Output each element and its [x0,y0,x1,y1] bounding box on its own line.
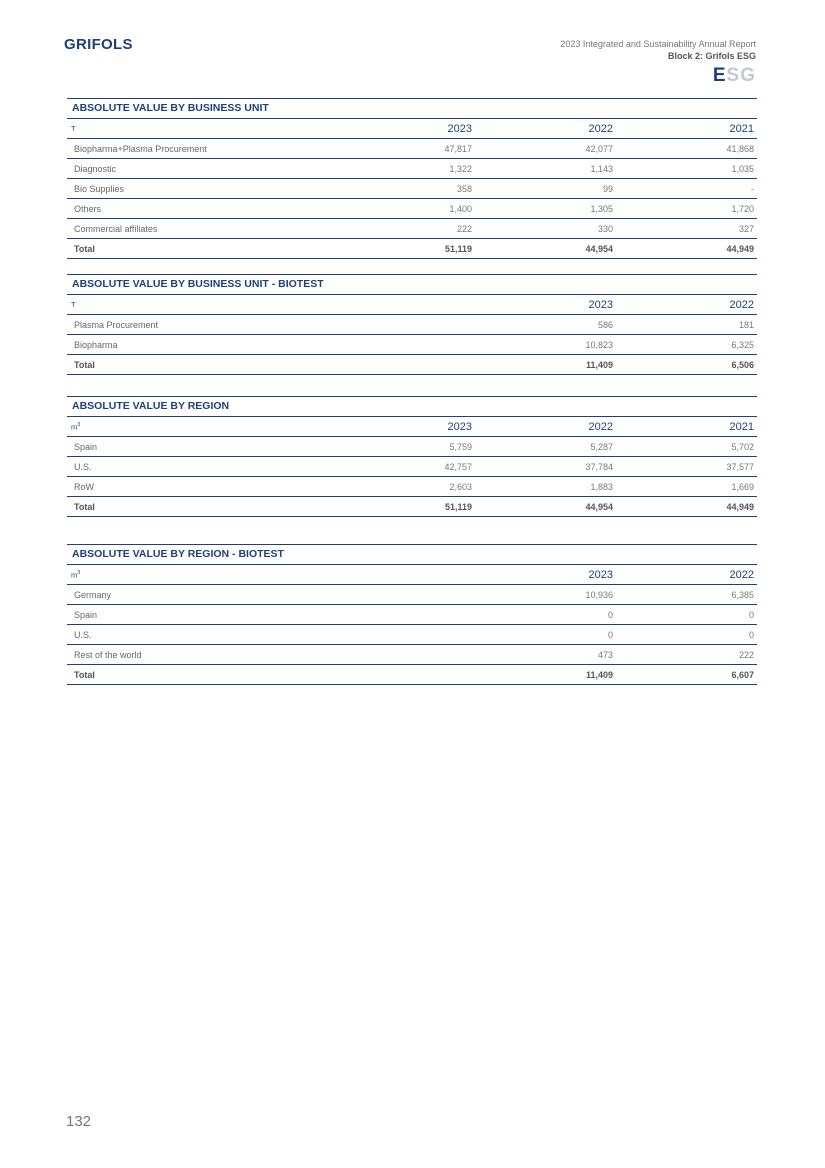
year-header: 2023 [588,568,613,581]
esg-sg: SG [726,65,756,86]
cell-value: 51,119 [444,501,472,512]
cell-value: 51,119 [444,243,472,254]
row-label: RoW [74,481,94,492]
row-label: Total [74,501,95,512]
table-row [67,335,757,355]
year-header: 2021 [729,420,754,433]
table-row [67,199,757,219]
table-title: ABSOLUTE VALUE BY REGION [67,397,757,417]
table-region-biotest [67,544,757,685]
table-row [67,477,757,497]
table-row [67,315,757,335]
cell-value: 1,883 [590,481,613,492]
year-header: 2021 [729,122,754,135]
cell-value: 358 [456,183,472,194]
row-label: U.S. [74,461,92,472]
row-label: Spain [74,609,98,620]
cell-value: 2,603 [449,481,472,492]
row-label: Diagnostic [74,163,117,174]
row-label: Rest of the world [74,649,142,660]
grifols-logo: GRIFOLS [64,36,133,53]
cell-value: 0 [748,609,754,620]
cell-value: 11,409 [585,669,613,680]
total-row [67,665,757,685]
row-label: U.S. [74,629,92,640]
row-label: Others [74,203,102,214]
page-number: 132 [66,1113,92,1130]
table-title: ABSOLUTE VALUE BY BUSINESS UNIT - BIOTEST [67,275,757,295]
cell-value: 222 [456,223,472,234]
row-label: Total [74,243,95,254]
cell-value: 44,949 [726,243,754,254]
cell-value: 1,720 [731,203,754,214]
year-header: 2023 [447,122,472,135]
cell-value: 42,757 [444,461,472,472]
cell-value: 6,607 [731,669,754,680]
table-business-unit [67,98,757,259]
row-label: Spain [74,441,98,452]
cell-value: 11,409 [585,359,613,370]
unit-label: T [71,124,76,133]
row-label: Germany [74,589,112,600]
year-header: 2022 [588,420,613,433]
total-row [67,355,757,375]
unit-superscript: 3 [77,569,81,576]
cell-value: 222 [738,649,754,660]
table-header-row [67,565,757,585]
cell-value: 10,823 [585,339,613,350]
cell-value: 1,669 [731,481,754,492]
cell-value: 181 [738,319,754,330]
cell-value: 37,577 [726,461,754,472]
table-row [67,219,757,239]
cell-value: 5,287 [590,441,613,452]
table-row [67,139,757,159]
table-row [67,645,757,665]
unit-superscript: 3 [77,421,81,428]
unit-text: m [71,570,78,580]
year-header: 2023 [588,298,613,311]
year-header: 2022 [729,568,754,581]
cell-value: 330 [597,223,613,234]
esg-label [560,65,756,87]
year-header: 2022 [588,122,613,135]
table-business-unit-biotest [67,274,757,375]
cell-value: 0 [607,609,613,620]
row-label: Commercial affiliates [74,223,158,234]
cell-value: 6,325 [731,339,754,350]
table-title: ABSOLUTE VALUE BY REGION - BIOTEST [67,545,757,565]
cell-value: 327 [738,223,754,234]
unit-label: T [71,300,76,309]
table-row [67,179,757,199]
cell-value: 0 [748,629,754,640]
cell-value: 42,077 [585,143,613,154]
cell-value: 586 [597,319,613,330]
report-header [560,38,756,87]
row-label: Total [74,359,95,370]
table-row [67,625,757,645]
table-row [67,437,757,457]
table-header-row [67,295,757,315]
cell-value: 44,954 [585,243,613,254]
unit-text: m [71,422,78,432]
cell-value: 1,322 [449,163,472,174]
row-label: Biopharma [74,339,118,350]
cell-value: 47,817 [444,143,472,154]
unit-label [67,422,334,432]
cell-value: 0 [607,629,613,640]
cell-value: 1,305 [590,203,613,214]
table-header-row [67,119,757,139]
unit-label [67,570,475,580]
row-label: Bio Supplies [74,183,125,194]
cell-value: 5,702 [731,441,754,452]
cell-value: 5,759 [449,441,472,452]
cell-value: 6,385 [731,589,754,600]
row-label: Plasma Procurement [74,319,159,330]
cell-value: 41,868 [726,143,754,154]
cell-value: 10,936 [585,589,613,600]
cell-value: - [751,183,754,194]
row-label: Biopharma+Plasma Procurement [74,143,207,154]
esg-e: E [712,65,727,86]
block-title: Block 2: Grifols ESG [667,51,756,61]
cell-value: 44,949 [726,501,754,512]
cell-value: 99 [602,183,613,194]
table-row [67,585,757,605]
year-header: 2022 [729,298,754,311]
table-row [67,457,757,477]
table-region [67,396,757,517]
cell-value: 1,035 [731,163,754,174]
cell-value: 6,506 [731,359,754,370]
cell-value: 44,954 [585,501,613,512]
table-header-row [67,417,757,437]
cell-value: 473 [597,649,613,660]
total-row [67,239,757,259]
table-row [67,605,757,625]
row-label: Total [74,669,95,680]
cell-value: 1,143 [590,163,613,174]
report-title: 2023 Integrated and Sustainability Annual Report [560,39,756,49]
table-row [67,159,757,179]
cell-value: 1,400 [449,203,472,214]
table-title: ABSOLUTE VALUE BY BUSINESS UNIT [67,99,757,119]
year-header: 2023 [447,420,472,433]
total-row [67,497,757,517]
cell-value: 37,784 [585,461,613,472]
